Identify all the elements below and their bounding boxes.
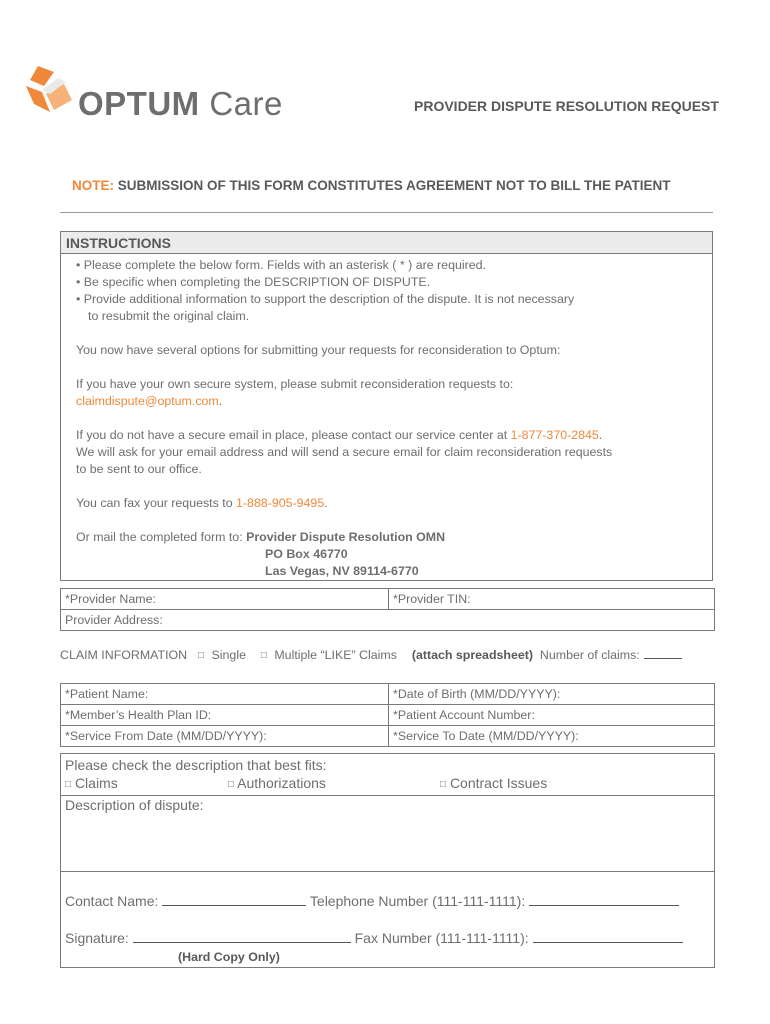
date-of-birth-field[interactable]: *Date of Birth (MM/DD/YYYY):	[393, 687, 561, 701]
dispute-email-link[interactable]: claimdispute@optum.com	[76, 394, 219, 408]
telephone-number-field[interactable]	[529, 893, 679, 906]
logo-product: Care	[209, 85, 283, 122]
provider-name-field[interactable]: *Provider Name:	[65, 592, 156, 606]
claims-checkbox[interactable]: □ Claims	[65, 775, 118, 791]
signature-field[interactable]	[133, 930, 351, 943]
secure-system-text: If you have your own secure system, please submit reconsideration requests to:	[76, 377, 514, 391]
provider-tin-field[interactable]: *Provider TIN:	[393, 592, 471, 606]
mail-line: Or mail the completed form to: Provider Dispute Resolution OMN	[76, 530, 446, 544]
dispute-description-field[interactable]	[61, 815, 713, 869]
mail-address-line-3: Las Vegas, NV 89114-6770	[265, 564, 419, 578]
fax-number-link[interactable]: 1-888-905-9495	[236, 496, 325, 510]
instruction-bullet-1: • Please complete the below form. Fields with an asterisk ( * ) are required.	[76, 258, 486, 272]
single-claim-checkbox[interactable]: □ Single	[198, 648, 246, 662]
optum-care-logo	[78, 85, 283, 123]
instructions-heading: INSTRUCTIONS	[66, 235, 171, 251]
member-plan-id-field[interactable]: *Member’s Health Plan ID:	[65, 708, 212, 722]
contract-issues-checkbox[interactable]: □ Contract Issues	[440, 775, 548, 791]
authorizations-checkbox[interactable]: □ Authorizations	[228, 775, 326, 791]
contact-name-row: Contact Name: Telephone Number (111-111-1111):	[65, 893, 679, 909]
instruction-bullet-2: • Be specific when completing the DESCRIPTION OF DISPUTE.	[76, 275, 431, 289]
multiple-claims-checkbox[interactable]: □ Multiple “LIKE” Claims	[260, 648, 397, 662]
contact-name-field[interactable]	[162, 893, 306, 906]
service-phone-link[interactable]: 1-877-370-2845	[510, 428, 599, 442]
attach-spreadsheet-note: (attach spreadsheet)	[411, 648, 534, 662]
provider-address-field[interactable]: Provider Address:	[65, 613, 163, 627]
mail-address-line-1: Provider Dispute Resolution OMN	[246, 530, 446, 544]
mail-address-line-2: PO Box 46770	[265, 547, 348, 561]
instruction-bullet-3: • Provide additional information to support the description of the dispute. It is not necessary	[76, 292, 575, 306]
billing-note	[72, 178, 671, 193]
number-of-claims-field[interactable]	[644, 648, 682, 659]
service-center-line: If you do not have a secure email in place, please contact our service center at 1-877-370-2845.	[76, 428, 603, 442]
fax-number-field[interactable]	[533, 930, 683, 943]
provider-table-divider	[60, 609, 715, 610]
service-center-line-2: We will ask for your email address and will send a secure email for claim reconsideration requests	[76, 445, 613, 459]
dispute-box-divider-2	[60, 871, 715, 872]
description-check-prompt: Please check the description that best fits:	[65, 757, 327, 773]
provider-table-column-divider	[388, 588, 389, 609]
patient-name-field[interactable]: *Patient Name:	[65, 687, 149, 701]
patient-table-column-divider	[388, 683, 389, 747]
claim-information-row	[60, 648, 686, 662]
header-divider	[60, 212, 713, 213]
optum-logo-icon	[24, 64, 74, 116]
note-text: SUBMISSION OF THIS FORM CONSTITUTES AGREEMENT NOT TO BILL THE PATIENT	[114, 178, 671, 193]
signature-row: Signature: Fax Number (111-111-1111):	[65, 930, 683, 946]
dispute-description-label: Description of dispute:	[65, 797, 204, 813]
email-line: claimdispute@optum.com.	[76, 394, 223, 408]
logo-brand: OPTUM	[78, 85, 200, 122]
service-center-line-3: to be sent to our office.	[76, 462, 202, 476]
dispute-box-divider-1	[60, 795, 715, 796]
service-from-date-field[interactable]: *Service From Date (MM/DD/YYYY):	[65, 729, 267, 743]
hard-copy-note: (Hard Copy Only)	[178, 950, 280, 964]
instruction-bullet-3-cont: to resubmit the original claim.	[88, 309, 250, 323]
document-title: PROVIDER DISPUTE RESOLUTION REQUEST	[414, 98, 719, 114]
note-label: NOTE:	[72, 178, 114, 193]
claim-info-label: CLAIM INFORMATION	[60, 648, 188, 662]
options-intro: You now have several options for submitting your requests for reconsideration to Optum:	[76, 343, 561, 357]
patient-account-number-field[interactable]: *Patient Account Number:	[393, 708, 535, 722]
fax-line: You can fax your requests to 1-888-905-9495.	[76, 496, 328, 510]
service-to-date-field[interactable]: *Service To Date (MM/DD/YYYY):	[393, 729, 579, 743]
number-of-claims-label: Number of claims:	[539, 648, 640, 662]
